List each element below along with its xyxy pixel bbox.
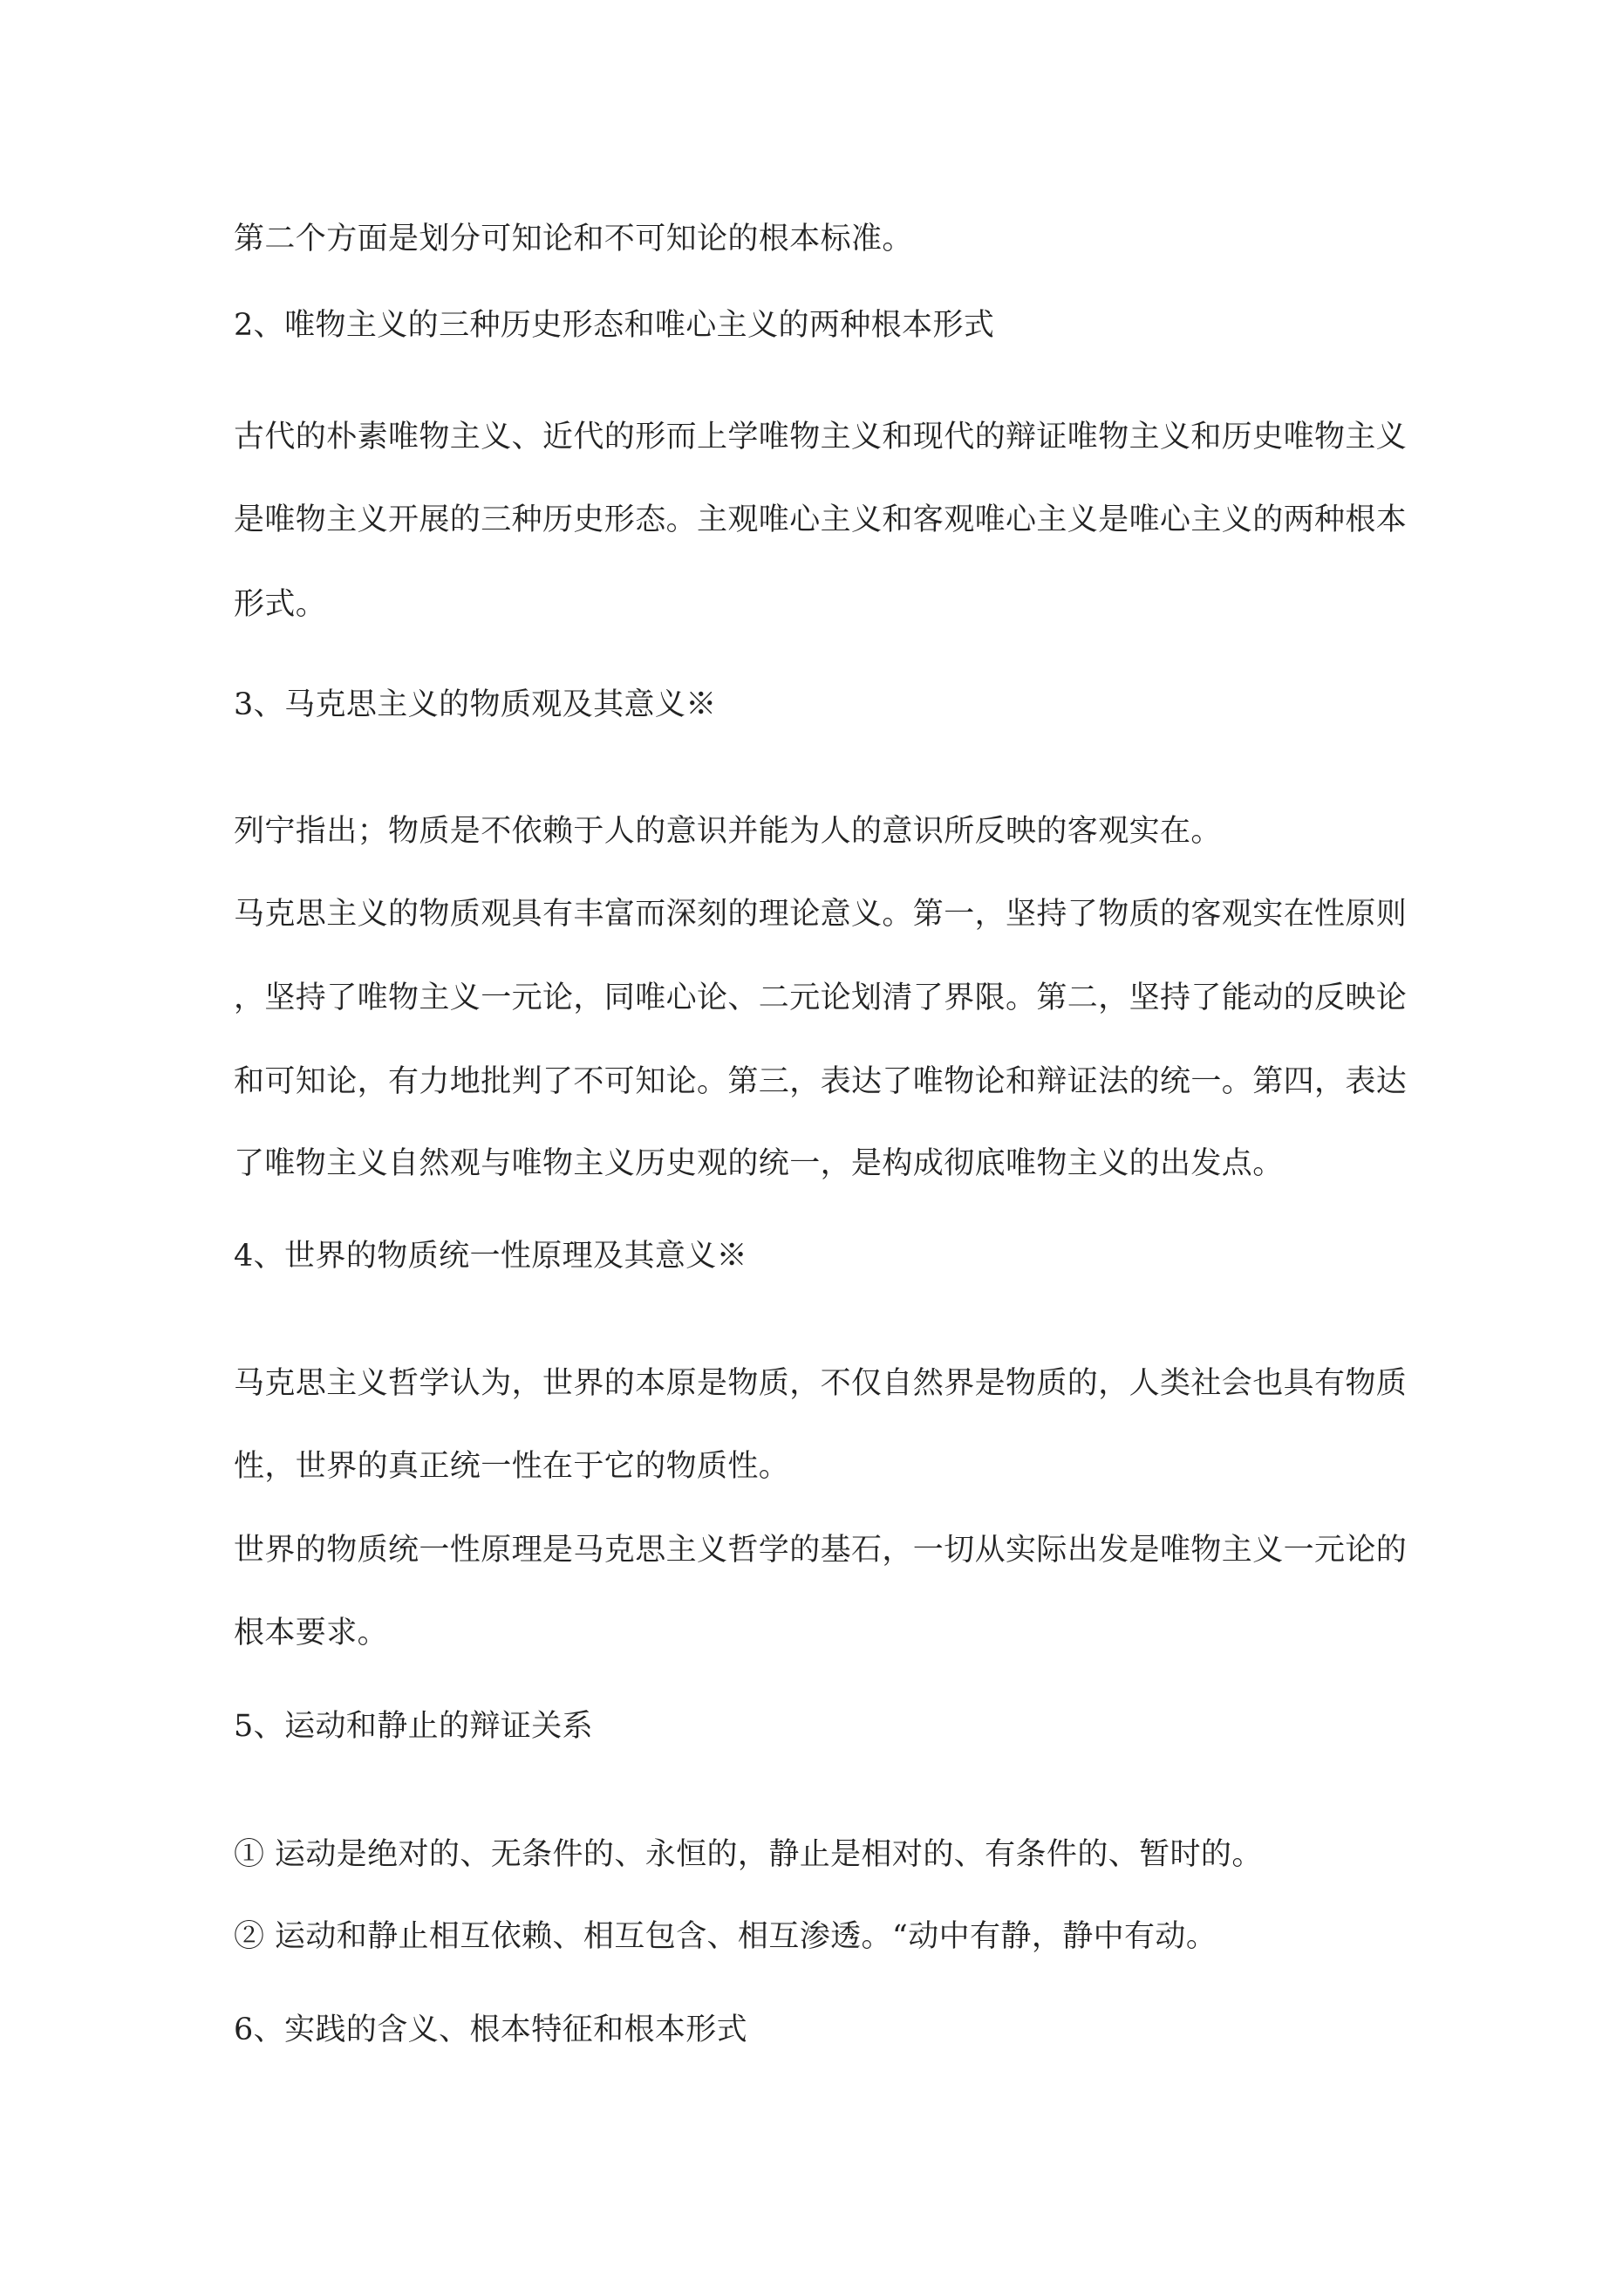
- list-item: ① 运动是绝对的、无条件的、永恒的，静止是相对的、有条件的、暂时的。: [234, 1837, 1263, 1872]
- paragraph-line: 根本要求。: [234, 1616, 389, 1650]
- paragraph-line: 第二个方面是划分可知论和不可知论的根本标准。: [234, 222, 913, 256]
- list-item: ② 运动和静止相互依赖、相互包含、相互渗透。“动中有静，静中有动。: [234, 1919, 1217, 1954]
- paragraph-line: 列宁指出；物质是不依赖于人的意识并能为人的意识所反映的客观实在。: [234, 814, 1222, 849]
- paragraph-line: 古代的朴素唯物主义、近代的形而上学唯物主义和现代的辩证唯物主义和历史唯物主义: [234, 420, 1408, 454]
- paragraph-line: 和可知论，有力地批判了不可知论。第三，表达了唯物论和辩证法的统一。第四，表达: [234, 1064, 1408, 1099]
- section-heading: 4、世界的物质统一性原理及其意义※: [234, 1239, 748, 1274]
- section-heading: 5、运动和静止的辩证关系: [234, 1709, 594, 1744]
- paragraph-line: 形式。: [234, 587, 327, 622]
- paragraph-line: 世界的物质统一性原理是马克思主义哲学的基石，一切从实际出发是唯物主义一元论的: [234, 1533, 1408, 1568]
- section-heading: 6、实践的含义、根本特征和根本形式: [234, 2012, 748, 2047]
- section-heading: 3、马克思主义的物质观及其意义※: [234, 687, 717, 722]
- section-heading: 2、唯物主义的三种历史形态和唯心主义的两种根本形式: [234, 308, 995, 343]
- paragraph-line: ，坚持了唯物主义一元论，同唯心论、二元论划清了界限。第二，坚持了能动的反映论: [234, 981, 1408, 1015]
- paragraph-line: 性，世界的真正统一性在于它的物质性。: [234, 1449, 790, 1484]
- paragraph-line: 是唯物主义开展的三种历史形态。主观唯心主义和客观唯心主义是唯心主义的两种根本: [234, 502, 1408, 537]
- paragraph-line: 马克思主义哲学认为，世界的本原是物质，不仅自然界是物质的，人类社会也具有物质: [234, 1366, 1408, 1401]
- paragraph-line: 马克思主义的物质观具有丰富而深刻的理论意义。第一，坚持了物质的客观实在性原则: [234, 897, 1408, 932]
- paragraph-line: 了唯物主义自然观与唯物主义历史观的统一，是构成彻底唯物主义的出发点。: [234, 1146, 1284, 1181]
